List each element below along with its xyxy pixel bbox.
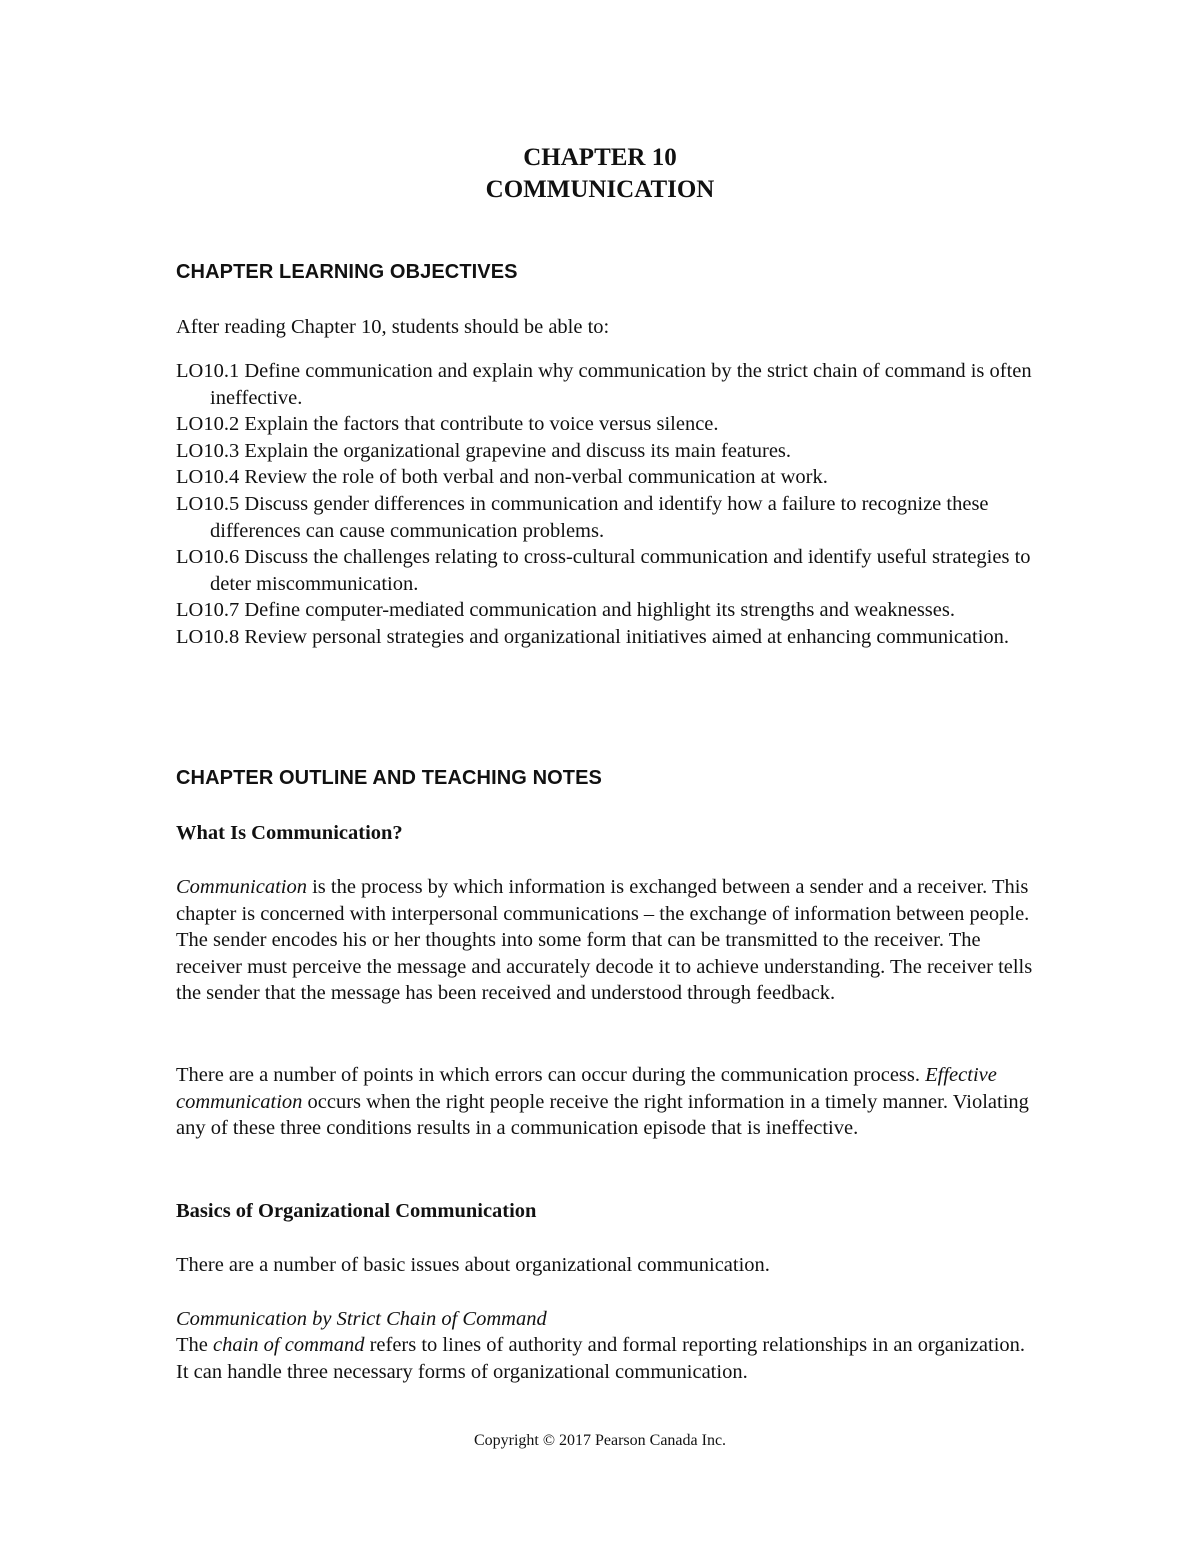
chain-of-command-paragraph bbox=[176, 1332, 1036, 1385]
objective-code: LO10.2 bbox=[176, 413, 240, 436]
paragraph-text: is the process by which information is exchanged between a sender and a receiver. This chapter is concerned with interpersonal communications – the exchange of information between people. The sender encodes his or her thoughts into some form that can be transmitted to the receiver. The receiver must perceive the message and accurately decode it to achieve understanding. The receiver tells the sender that the message has been received and understood through feedback. bbox=[176, 876, 1033, 1005]
objective-text: Review personal strategies and organizational initiatives aimed at enhancing communication. bbox=[239, 625, 1010, 648]
objective-item bbox=[176, 544, 1036, 597]
objective-code: LO10.1 bbox=[176, 360, 240, 382]
objective-item bbox=[176, 438, 1036, 465]
objective-code: LO10.6 bbox=[176, 546, 240, 569]
term-communication: Communication bbox=[176, 876, 307, 898]
outline-heading: CHAPTER OUTLINE AND TEACHING NOTES bbox=[176, 767, 602, 789]
objective-item bbox=[176, 358, 1036, 411]
objective-code: LO10.5 bbox=[176, 492, 240, 515]
objective-code: LO10.7 bbox=[176, 599, 240, 622]
paragraph-text: refers to lines of authority and formal reporting relationships in an organization. It can handle three necessary forms of organizational communication. bbox=[176, 1334, 1026, 1383]
objective-text: Discuss gender differences in communication and identify how a failure to recognize these differences can cause communication problems. bbox=[210, 492, 989, 542]
objective-item bbox=[176, 624, 1036, 651]
objectives-list bbox=[176, 358, 1036, 651]
objective-text: Explain the factors that contribute to voice versus silence. bbox=[239, 413, 719, 436]
objective-code: LO10.8 bbox=[176, 625, 240, 648]
objective-text: Define communication and explain why communication by the strict chain of command is often ineffective. bbox=[210, 360, 1032, 409]
copyright-footer: Copyright © 2017 Pearson Canada Inc. bbox=[473, 1432, 727, 1449]
objective-item bbox=[176, 464, 1036, 491]
communication-definition-paragraph bbox=[176, 874, 1036, 1007]
effective-communication-paragraph bbox=[176, 1062, 1036, 1142]
chapter-number: CHAPTER 10 bbox=[523, 144, 677, 171]
objective-code: LO10.4 bbox=[176, 466, 240, 489]
paragraph-text: The bbox=[176, 1334, 213, 1356]
paragraph-text: occurs when the right people receive the right information in a timely manner. Violating any of these three conditions results in a communication episode that is ineffective. bbox=[176, 1090, 1029, 1140]
chain-of-command-subheading: Communication by Strict Chain of Command bbox=[176, 1308, 547, 1330]
term-effective-communication: Effective communication bbox=[176, 1064, 997, 1113]
paragraph-text: There are a number of points in which errors can occur during the communication process. bbox=[176, 1064, 926, 1086]
term-chain-of-command: chain of command bbox=[213, 1334, 365, 1356]
objective-item bbox=[176, 597, 1036, 624]
objective-item bbox=[176, 411, 1036, 438]
what-is-communication-heading: What Is Communication? bbox=[176, 822, 403, 844]
objective-text: Discuss the challenges relating to cross-cultural communication and identify useful strategies to deter miscommunication. bbox=[210, 546, 1031, 595]
chapter-title: COMMUNICATION bbox=[485, 176, 715, 203]
objective-item bbox=[176, 491, 1036, 544]
objective-text: Review the role of both verbal and non-verbal communication at work. bbox=[244, 466, 828, 489]
basics-heading: Basics of Organizational Communication bbox=[176, 1200, 537, 1222]
objective-text: Define computer-mediated communication and highlight its strengths and weaknesses. bbox=[244, 599, 955, 622]
objective-code: LO10.3 bbox=[176, 439, 240, 462]
basics-paragraph: There are a number of basic issues about organizational communication. bbox=[176, 1254, 770, 1276]
objectives-heading: CHAPTER LEARNING OBJECTIVES bbox=[176, 261, 518, 283]
objective-text: Explain the organizational grapevine and discuss its main features. bbox=[244, 439, 792, 462]
objectives-intro: After reading Chapter 10, students should be able to: bbox=[176, 316, 610, 338]
